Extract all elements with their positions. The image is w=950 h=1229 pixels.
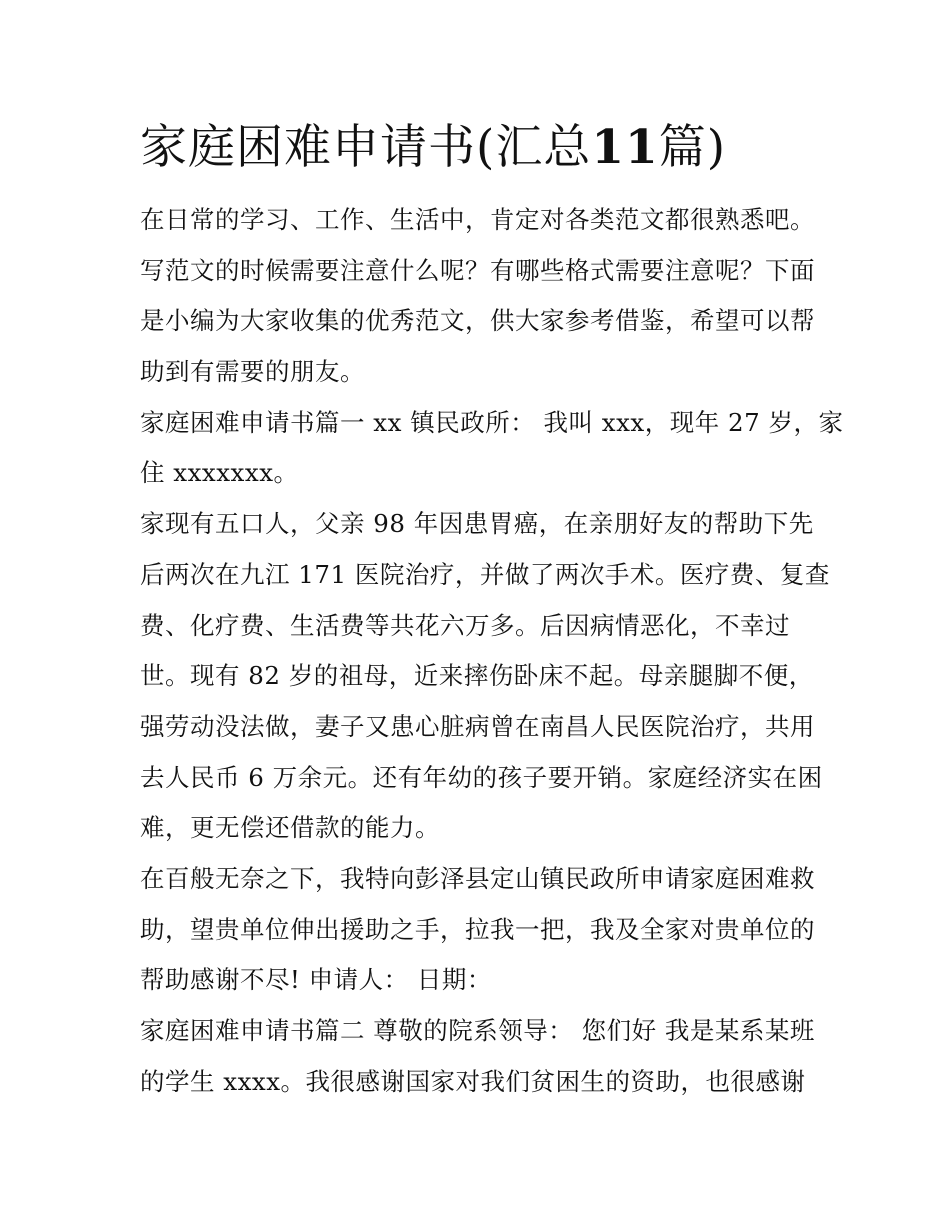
page-title [140,112,840,184]
body-line: 住 xxxxxxx。 [140,458,299,487]
title-number: 11 [591,120,659,175]
body-line: 的学生 xxxx。我很感谢国家对我们贫困生的资助，也很感谢 [140,1067,806,1096]
body-line: 助到有需要的朋友。 [140,357,365,386]
body-line: 费、化疗费、生活费等共花六万多。后因病情恶化，不幸过 [140,611,790,640]
body-line: 难，更无偿还借款的能力。 [140,813,440,842]
title-suffix: 篇) [658,120,727,175]
body-line: 是小编为大家收集的优秀范文，供大家参考借鉴，希望可以帮 [140,306,815,335]
body-line: 家庭困难申请书篇一 xx 镇民政所： 我叫 xxx，现年 27 岁，家 [140,408,844,437]
body-line: 去人民币 6 万余元。还有年幼的孩子要开销。家庭经济实在困 [140,763,823,792]
body-line: 在百般无奈之下，我特向彭泽县定山镇民政所申请家庭困难救 [140,864,815,893]
body-line: 在日常的学习、工作、生活中，肯定对各类范文都很熟悉吧。 [140,205,815,234]
body-line: 帮助感谢不尽! 申请人： 日期： [140,965,492,994]
body-line: 后两次在九江 171 医院治疗，并做了两次手术。医疗费、复查 [140,560,830,589]
body-line: 世。现有 82 岁的祖母，近来摔伤卧床不起。母亲腿脚不便， [140,661,814,690]
title-prefix: 家庭困难申请书(汇总 [140,120,592,175]
body-line: 助，望贵单位伸出援助之手，拉我一把，我及全家对贵单位的 [140,915,815,944]
body-line: 强劳动没法做，妻子又患心脏病曾在南昌人民医院治疗，共用 [140,712,815,741]
body-line: 家现有五口人，父亲 98 年因患胃癌，在亲朋好友的帮助下先 [140,509,814,538]
body-line: 写范文的时候需要注意什么呢？有哪些格式需要注意呢？下面 [140,256,815,285]
body-line: 家庭困难申请书篇二 尊敬的院系领导： 您们好 我是某系某班 [140,1016,815,1045]
